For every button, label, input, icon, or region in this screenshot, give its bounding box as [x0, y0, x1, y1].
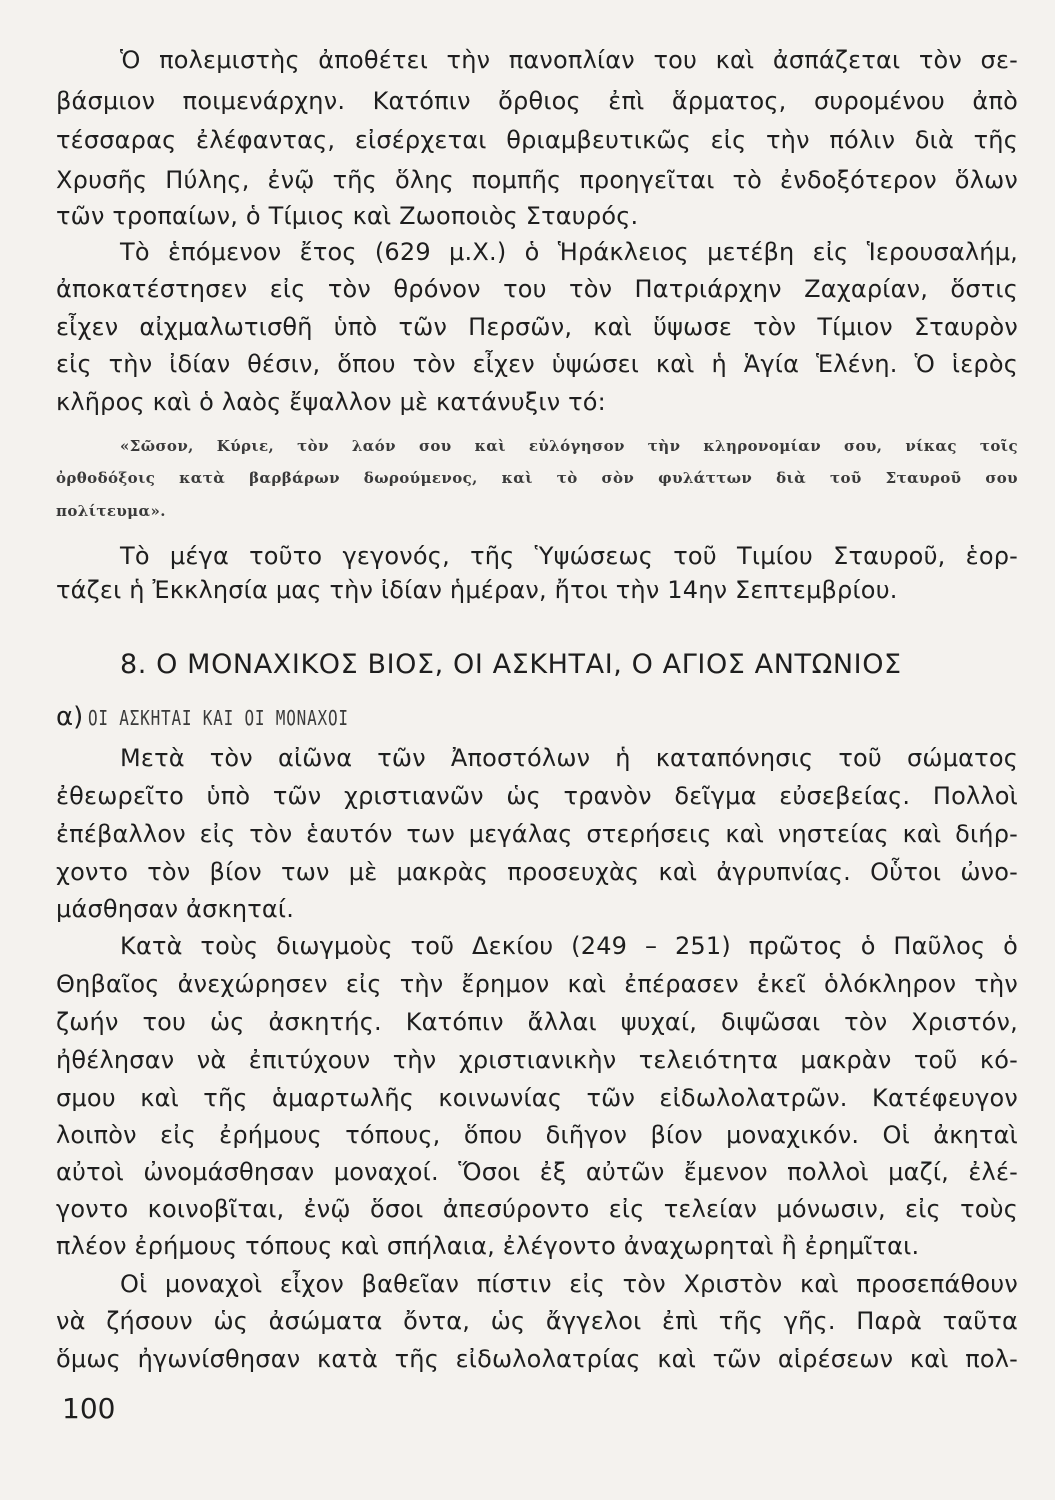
paragraph-5-line: Κατὰ τοὺς διωγμοὺς τοῦ Δεκίου (249 – 251) πρῶτος ὁ Παῦλος ὁ — [120, 932, 1018, 960]
subheading-marker: α) — [56, 702, 84, 732]
paragraph-4-line: ἐθεωρεῖτο ὑπὸ τῶν χριστιανῶν ὡς τρανὸν δεῖγμα εὐσεβείας. Πολλοὶ — [56, 782, 1018, 810]
paragraph-5-line: ἠθέλησαν νὰ ἐπιτύχουν τὴν χριστιανικὴν τελειότητα μακρὰν τοῦ κό- — [56, 1046, 1018, 1074]
paragraph-1-line: τέσσαρας ἐλέφαντας, εἰσέρχεται θριαμβευτικῶς εἰς τὴν πόλιν διὰ τῆς — [56, 126, 1018, 154]
paragraph-5-line: σμου καὶ τῆς ἁμαρτωλῆς κοινωνίας τῶν εἰδωλολατρῶν. Κατέφευγον — [56, 1084, 1018, 1112]
paragraph-5-line: λοιπὸν εἰς ἐρήμους τόπους, ὅπου διῆγον βίον μοναχικόν. Οἱ ἀκηταὶ — [56, 1121, 1018, 1149]
paragraph-5-line: ζωήν του ὡς ἀσκητής. Κατόπιν ἄλλαι ψυχαί, διψῶσαι τὸν Χριστόν, — [56, 1008, 1018, 1036]
paragraph-1-line: Χρυσῆς Πύλης, ἐνῷ τῆς ὅλης πομπῆς προηγεῖται τὸ ἐνδοξότερον ὅλων — [56, 166, 1018, 194]
paragraph-5-line: Θηβαῖος ἀνεχώρησεν εἰς τὴν ἔρημον καὶ ἐπέρασεν ἐκεῖ ὁλόκληρον τὴν — [56, 970, 1018, 998]
paragraph-5-line: αὐτοὶ ὠνομάσθησαν μοναχοί. Ὅσοι ἐξ αὐτῶν ἔμενον πολλοὶ μαζί, ἐλέ- — [56, 1158, 1018, 1186]
quote-line: ὀρθοδόξοις κατὰ βαρβάρων δωρούμενος, καὶ τὸ σὸν φυλάττων διὰ τοῦ Σταυροῦ σου — [56, 469, 1018, 487]
section-heading: 8. Ο ΜΟΝΑΧΙΚΟΣ ΒΙΟΣ, ΟΙ ΑΣΚΗΤΑΙ, Ο ΑΓΙΟΣ ΑΝΤΩΝΙΟΣ — [120, 649, 902, 680]
paragraph-5-line: γοντο κοινοβῖται, ἐνῷ ὅσοι ἀπεσύροντο εἰς τελείαν μόνωσιν, εἰς τοὺς — [56, 1195, 1018, 1223]
paragraph-6-line: ὅμως ἠγωνίσθησαν κατὰ τῆς εἰδωλολατρίας καὶ τῶν αἱρέσεων καὶ πολ- — [56, 1345, 1018, 1373]
quote-line: «Σῶσον, Κύριε, τὸν λαόν σου καὶ εὐλόγησον τὴν κληρονομίαν σου, νίκας τοῖς — [120, 437, 1018, 455]
paragraph-2-line: ἀποκατέστησεν εἰς τὸν θρόνον του τὸν Πατριάρχην Ζαχαρίαν, ὅστις — [56, 275, 1018, 303]
paragraph-4-line: χοντο τὸν βίον των μὲ μακρὰς προσευχὰς καὶ ἀγρυπνίας. Οὗτοι ὠνο- — [56, 858, 1018, 886]
paragraph-1-line: τῶν τροπαίων, ὁ Τίμιος καὶ Ζωοποιὸς Σταυρός. — [56, 202, 639, 230]
paragraph-2-line: κλῆρος καὶ ὁ λαὸς ἔψαλλον μὲ κατάνυξιν τό: — [56, 388, 606, 416]
paragraph-1-line: βάσμιον ποιμενάρχην. Κατόπιν ὄρθιος ἐπὶ ἅρματος, συρομένου ἀπὸ — [56, 87, 1018, 115]
quote-line: πολίτευμα». — [56, 502, 166, 520]
subheading-text: ΟΙ ΑΣΚΗΤΑΙ ΚΑΙ ΟΙ ΜΟΝΑΧΟΙ — [88, 706, 350, 730]
paragraph-4-line: ἐπέβαλλον εἰς τὸν ἑαυτόν των μεγάλας στερήσεις καὶ νηστείας καὶ διήρ- — [56, 820, 1018, 848]
paragraph-4-line: Μετὰ τὸν αἰῶνα τῶν Ἀποστόλων ἡ καταπόνησις τοῦ σώματος — [120, 744, 1018, 772]
subheading — [56, 702, 414, 733]
paragraph-1-line: Ὁ πολεμιστὴς ἀποθέτει τὴν πανοπλίαν του καὶ ἀσπάζεται τὸν σε- — [120, 46, 1018, 74]
page-number: 100 — [62, 1392, 116, 1425]
paragraph-3-line: Τὸ μέγα τοῦτο γεγονός, τῆς Ὑψώσεως τοῦ Τιμίου Σταυροῦ, ἑορ- — [120, 542, 1018, 570]
paragraph-2-line: εἶχεν αἰχμαλωτισθῆ ὑπὸ τῶν Περσῶν, καὶ ὕψωσε τὸν Τίμιον Σταυρὸν — [56, 313, 1018, 341]
paragraph-3-line: τάζει ἡ Ἐκκλησία μας τὴν ἰδίαν ἡμέραν, ἤτοι τὴν 14ην Σεπτεμβρίου. — [56, 576, 898, 604]
paragraph-6-line: Οἱ μοναχοὶ εἶχον βαθεῖαν πίστιν εἰς τὸν Χριστὸν καὶ προσεπάθουν — [120, 1270, 1018, 1298]
paragraph-4-line: μάσθησαν ἀσκηταί. — [56, 895, 295, 923]
paragraph-2-line: Τὸ ἑπόμενον ἔτος (629 μ.Χ.) ὁ Ἡράκλειος μετέβη εἰς Ἱερουσαλήμ, — [120, 238, 1018, 266]
paragraph-2-line: εἰς τὴν ἰδίαν θέσιν, ὅπου τὸν εἶχεν ὑψώσει καὶ ἡ Ἁγία Ἑλένη. Ὁ ἱερὸς — [56, 350, 1018, 378]
paragraph-6-line: νὰ ζήσουν ὡς ἀσώματα ὄντα, ὡς ἄγγελοι ἐπὶ τῆς γῆς. Παρὰ ταῦτα — [56, 1307, 1018, 1335]
paragraph-5-line: πλέον ἐρήμους τόπους καὶ σπήλαια, ἐλέγοντο ἀναχωρηταὶ ἢ ἐρημῖται. — [56, 1232, 920, 1260]
